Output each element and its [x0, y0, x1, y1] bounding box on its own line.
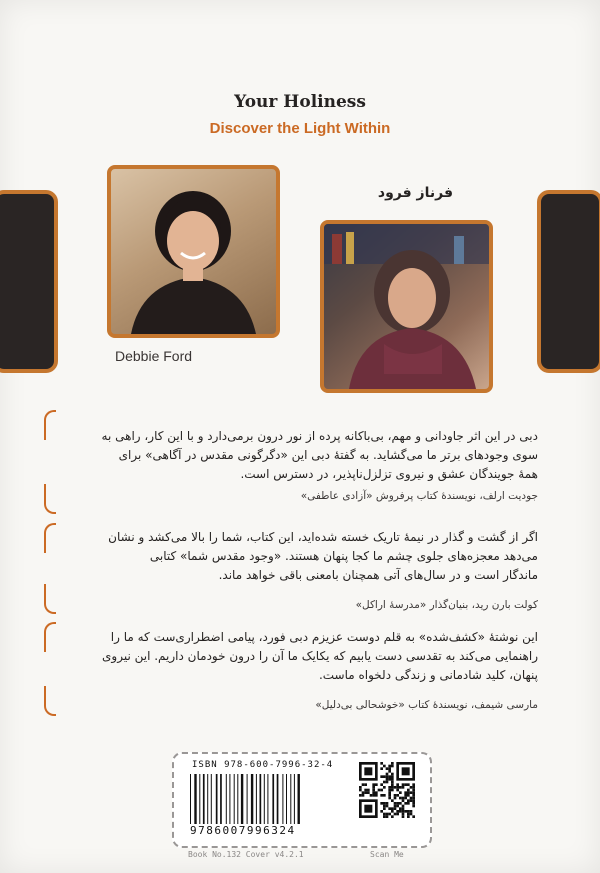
- quote-2-attribution: کولت بارن رید، بنیان‌گذار «مدرسهٔ اراکل»: [355, 599, 538, 611]
- book-subtitle: Discover the Light Within: [209, 120, 391, 137]
- quote-line: همهٔ جویندگان عشق و نیروی تزلزل‌ناپذیر، در دسترس است.: [240, 467, 538, 481]
- quote-line: راهنمایی می‌کند به تقدسی دست یابیم که یکایک ما آن را درون خودمان داریم. این نیروی: [102, 649, 538, 663]
- right-decorative-tab: [537, 190, 600, 373]
- quote-1-text: [38, 427, 538, 484]
- quote-line: دبی در این اثر جاودانی و مهم، بی‌باکانه پرده از نور درون برمی‌دارد و با این کار، راهی به: [101, 429, 538, 443]
- author-photo-debbie-ford: [107, 165, 280, 338]
- quote-line: اگر از گشت و گذار در نیمهٔ تاریک خسته شده‌اید، این کتاب، شما را بالا می‌کشد و نشان: [108, 530, 538, 544]
- quote-line: این نوشتهٔ «کشف‌شده» به قلم دوست عزیزم دبی فورد، پیامی اضطراری‌ست که ما را: [110, 630, 538, 644]
- book-title: Your Holiness: [234, 92, 366, 112]
- qr-code-icon[interactable]: [359, 762, 415, 818]
- left-decorative-tab: [0, 190, 58, 373]
- quote-3-attribution: مارسی شیمف، نویسندهٔ کتاب «خوشحالی بی‌دلیل»: [315, 699, 538, 711]
- debbie-ford-caption: Debbie Ford: [115, 348, 193, 364]
- barcode-panel: [172, 752, 432, 848]
- quote-line: می‌دهد معجزه‌های جلوی چشم ما کجا پنهان هستند. «وجود مقدس شما» کتابی: [149, 549, 538, 563]
- isbn-digits: 9786007996324: [190, 824, 296, 837]
- quote-1-attribution: جودیت ارلف، نویسندهٔ کتاب پرفروش «آزادی عاطفی»: [300, 490, 538, 502]
- quote-bracket-bottom: [44, 686, 56, 716]
- quote-2-text: [38, 528, 538, 585]
- barcode-icon: [190, 774, 348, 824]
- quote-line: سوی وجودهای برتر ما می‌گشاید. به گفتهٔ دبی این «دگرگونی مقدس در آگاهی» برای: [118, 448, 538, 462]
- footer-print-info: Book No.132 Cover v4.2.1: [188, 850, 304, 859]
- quote-line: پنهان، کلید شادمانی و زندگی دلخواه ماست.: [318, 668, 538, 682]
- portrait-woman-icon: [324, 224, 489, 389]
- portrait-woman-icon: [111, 169, 276, 334]
- quote-bracket-bottom: [44, 484, 56, 514]
- isbn-label: ISBN 978-600-7996-32-4: [192, 760, 334, 770]
- author-photo-farnaz-forud: [320, 220, 493, 393]
- farnaz-forud-caption: فرناز فرود: [377, 185, 453, 201]
- quote-bracket-bottom: [44, 584, 56, 614]
- quote-3-text: [38, 628, 538, 685]
- footer-scan-label: Scan Me: [370, 850, 404, 859]
- quote-line: ماندگار است و در سال‌های آتی همچنان بامعنی باقی خواهد ماند.: [218, 568, 538, 582]
